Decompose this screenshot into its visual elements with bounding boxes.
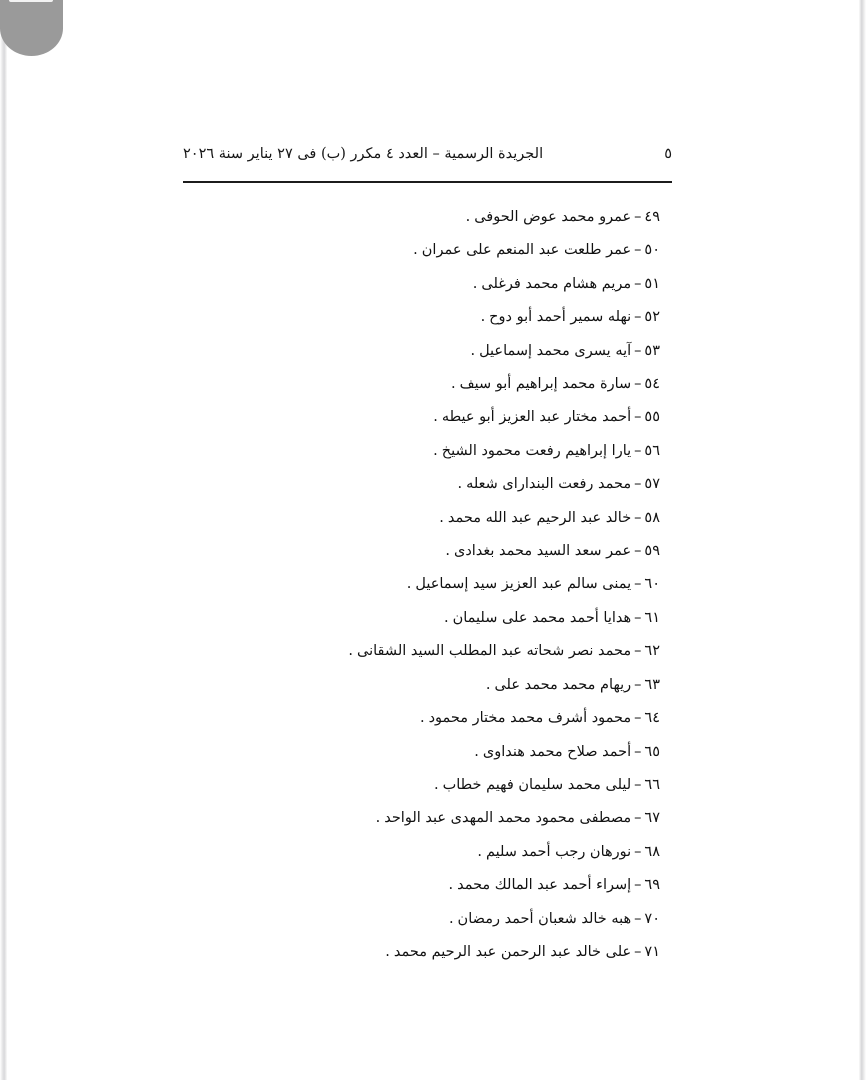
list-item-name: آيه يسرى محمد إسماعيل (479, 342, 632, 359)
list-item-terminator: . (439, 509, 444, 526)
list-item-number: ٥٢ (644, 309, 660, 326)
list-item-number: ٥٣ (644, 342, 660, 359)
list-item-separator: – (634, 476, 642, 493)
list-item-terminator: . (470, 342, 476, 359)
list-item (200, 435, 660, 468)
list-item-number: ٦٣ (644, 676, 660, 693)
list-item-separator: – (634, 409, 642, 426)
thumb-occluder (0, 0, 63, 56)
list-item (200, 401, 660, 434)
list-item (200, 268, 660, 301)
list-item (200, 736, 660, 769)
list-item (200, 769, 660, 802)
list-item-number: ٥٤ (644, 376, 660, 393)
list-item-terminator: . (485, 676, 491, 693)
list-item-separator: – (634, 643, 642, 660)
list-item (200, 903, 660, 936)
list-item-name: مصطفى محمود محمد المهدى عبد الواحد (384, 810, 632, 827)
list-item-number: ٦٢ (644, 643, 660, 660)
list-item-terminator: . (472, 275, 478, 292)
list-item-name: يمنى سالم عبد العزيز سيد إسماعيل (415, 576, 632, 593)
list-item-number: ٧١ (644, 943, 660, 960)
list-item-separator: – (634, 910, 642, 927)
page-number: ٥ (664, 146, 672, 162)
list-item-name: نورهان رجب أحمد سليم (485, 843, 632, 860)
list-item (200, 368, 660, 401)
list-item-number: ٦٠ (644, 576, 660, 593)
list-item (200, 301, 660, 334)
list-item-terminator: . (474, 743, 479, 760)
list-item-name: عمر طلعت عبد المنعم على عمران (421, 242, 632, 259)
list-item (200, 535, 660, 568)
list-item-terminator: . (413, 242, 418, 259)
list-item-name: هبه خالد شعبان أحمد رمضان (457, 910, 632, 927)
list-item-separator: – (634, 843, 642, 860)
list-item-terminator: . (406, 576, 412, 593)
list-item-terminator: . (385, 943, 390, 960)
list-item (200, 669, 660, 702)
document-header (183, 146, 672, 162)
list-item (200, 869, 660, 902)
list-item-number: ٦١ (644, 609, 660, 626)
list-item-name: أحمد مختار عبد العزيز أبو عيطه (441, 409, 632, 426)
list-item-separator: – (634, 576, 642, 593)
list-item-separator: – (634, 342, 642, 359)
list-item-separator: – (634, 543, 642, 560)
list-item (200, 936, 660, 969)
numbered-name-list (200, 201, 660, 969)
list-item-number: ٧٠ (644, 910, 660, 927)
list-item-number: ٦٦ (644, 776, 660, 793)
list-item-name: هدايا أحمد محمد على سليمان (452, 609, 632, 626)
list-item-terminator: . (433, 409, 438, 426)
list-item-separator: – (634, 242, 642, 259)
list-item-terminator: . (433, 442, 438, 459)
list-item (200, 234, 660, 267)
list-item-name: نهله سمير أحمد أبو دوح (489, 309, 632, 326)
page-right-edge-shadow (859, 0, 866, 1080)
list-item-number: ٥٨ (644, 509, 660, 526)
list-item-number: ٥٥ (644, 409, 660, 426)
list-item (200, 802, 660, 835)
list-item-terminator: . (480, 309, 486, 326)
list-item (200, 635, 660, 668)
list-item (200, 201, 660, 234)
list-item-separator: – (634, 710, 642, 727)
list-item-name: عمرو محمد عوض الحوفى (474, 209, 632, 225)
list-item-name: محمد رفعت البنداراى شعله (466, 476, 632, 493)
list-item-separator: – (634, 275, 642, 292)
list-item-number: ٥١ (644, 275, 660, 292)
list-item-separator: – (634, 209, 642, 225)
header-divider-rule (183, 181, 672, 183)
list-item-terminator: . (448, 910, 454, 927)
list-item-terminator: . (450, 376, 456, 393)
list-item-number: ٤٩ (644, 209, 660, 225)
list-item-number: ٦٨ (644, 843, 660, 860)
list-item-name: محمد نصر شحاته عبد المطلب السيد الشقانى (357, 643, 632, 660)
list-item-terminator: . (433, 776, 439, 793)
list-item-number: ٥٧ (644, 476, 660, 493)
list-item-name: أحمد صلاح محمد هنداوى (482, 743, 632, 760)
list-item-name: سارة محمد إبراهيم أبو سيف (459, 376, 632, 393)
list-item-separator: – (634, 943, 642, 960)
list-item-name: يارا إبراهيم رفعت محمود الشيخ (441, 442, 632, 459)
list-item-terminator: . (375, 810, 381, 827)
list-item-number: ٦٩ (644, 877, 660, 894)
list-item-terminator: . (419, 710, 425, 727)
list-item-name: ريهام محمد محمد على (494, 676, 632, 693)
list-item-name: على خالد عبد الرحمن عبد الرحيم محمد (393, 943, 632, 960)
list-item-separator: – (634, 309, 642, 326)
list-item-name: مريم هشام محمد فرغلى (481, 275, 632, 292)
list-item-number: ٥٩ (644, 543, 660, 560)
list-item-separator: – (634, 676, 642, 693)
list-item-separator: – (634, 743, 642, 760)
list-item-separator: – (634, 442, 642, 459)
list-item (200, 502, 660, 535)
page-left-edge-shadow (0, 0, 7, 1080)
list-item-terminator: . (457, 476, 463, 493)
list-item (200, 602, 660, 635)
list-item-name: ليلى محمد سليمان فهيم خطاب (442, 776, 632, 793)
list-item-number: ٥٦ (644, 442, 660, 459)
list-item-name: إسراء أحمد عبد المالك محمد (457, 877, 632, 894)
list-item-number: ٦٥ (644, 743, 660, 760)
list-item-terminator: . (448, 877, 454, 894)
list-item-separator: – (634, 810, 642, 827)
list-item-number: ٥٠ (644, 242, 660, 259)
list-item-terminator: . (465, 209, 471, 225)
list-item-separator: – (634, 609, 642, 626)
list-item-name: عمر سعد السيد محمد بغدادى (453, 543, 632, 560)
list-item (200, 702, 660, 735)
list-item-separator: – (634, 877, 642, 894)
gazette-header-title: الجريدة الرسمية – العدد ٤ مكرر (ب) فى ٢٧ يناير سنة ٢٠٢٦ (183, 146, 544, 162)
list-item (200, 468, 660, 501)
list-item-separator: – (634, 509, 642, 526)
list-item (200, 335, 660, 368)
list-item (200, 568, 660, 601)
list-item-name: خالد عبد الرحيم عبد الله محمد (447, 509, 632, 526)
list-item-number: ٦٧ (644, 810, 660, 827)
list-item-terminator: . (477, 843, 482, 860)
list-item-separator: – (634, 376, 642, 393)
thumbnail-highlight (9, 0, 53, 2)
list-item-terminator: . (348, 643, 354, 660)
list-item (200, 836, 660, 869)
list-item-number: ٦٤ (644, 710, 660, 727)
list-item-separator: – (634, 776, 642, 793)
list-item-terminator: . (443, 609, 449, 626)
list-item-name: محمود أشرف محمد مختار محمود (428, 710, 632, 727)
list-item-terminator: . (445, 543, 450, 560)
